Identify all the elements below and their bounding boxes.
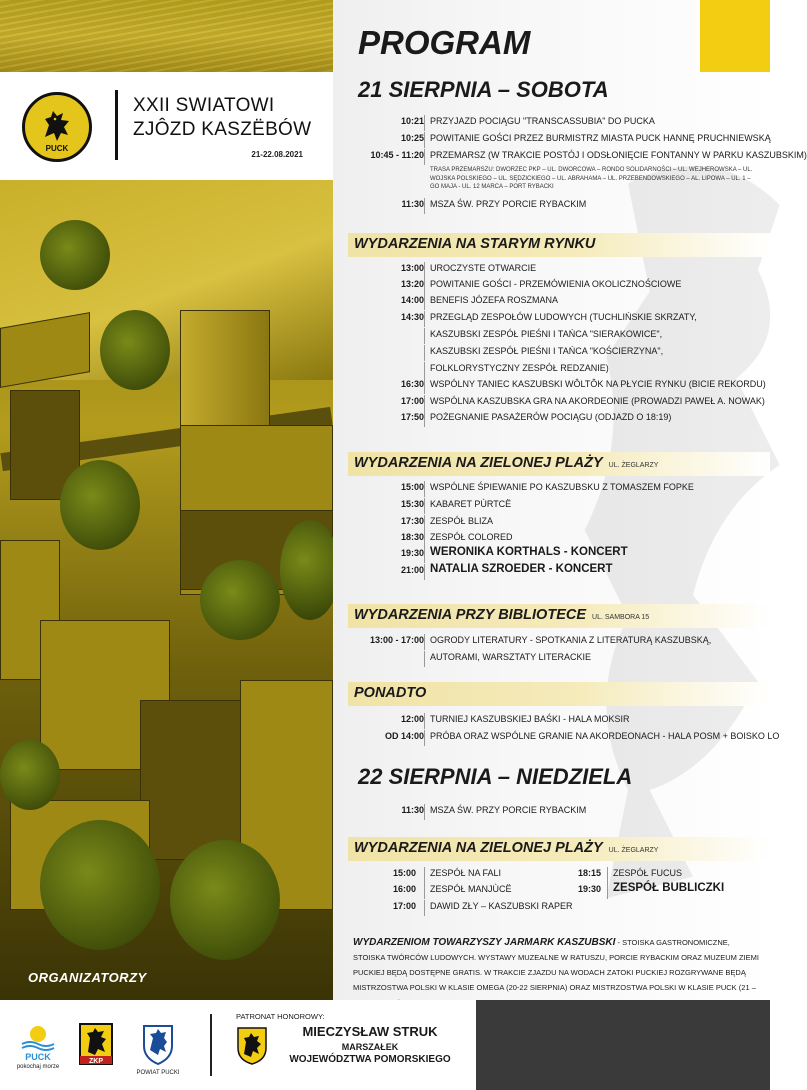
event-row — [333, 412, 770, 427]
time-separator — [424, 198, 425, 214]
section-subtitle: UL. SAMBORA 15 — [592, 614, 650, 621]
event-row — [333, 312, 770, 327]
event-desc: KABARET PÙRTCË — [430, 499, 512, 509]
footer — [0, 1000, 770, 1090]
time-separator — [424, 411, 425, 427]
closing-text: - STOISKA GASTRONOMICZNE, STOISKA TWÓRCÓW LUDOWYCH. WYSTAWY MUZEALNE W RATUSZU, PORCIE RYBACKIM ORAZ MUZEUM ZIEMI PUCKIEJ BĘDĄ DOSTĘPNE GRATIS. W TRAKCIE ZJAZDU NA WODACH ZATOKI PUCKIEJ ROZGRYWANE BĘDĄ MISTRZOSTWA POLSKI W KLASIE OMEGA (20-22 SIERPNIA) ORAZ MISTRZOSTWA POLSKI W KLASIE PUCK (21 – — [353, 938, 759, 992]
event-row — [333, 901, 573, 916]
time-separator — [424, 651, 425, 667]
event-time: OD 14:00 — [384, 731, 424, 741]
section-title: WYDARZENIA NA STARYM RYNKU — [354, 236, 596, 252]
event-time: 21:00 — [400, 565, 424, 575]
time-separator — [424, 115, 425, 131]
time-separator — [424, 328, 425, 344]
aerial-town-photo — [0, 180, 333, 1000]
time-separator — [424, 547, 425, 563]
left-column — [0, 0, 333, 1000]
event-row — [333, 805, 770, 820]
event-desc: POWITANIE GOŚCI - PRZEMÓWIENIA OKOLICZNOŚCIOWE — [430, 279, 682, 289]
puck-city-logo — [20, 1022, 56, 1068]
church-tower — [180, 310, 270, 430]
day1-heading: 21 SIERPNIA – SOBOTA — [358, 77, 609, 102]
event-title-box — [0, 72, 333, 180]
time-separator — [424, 395, 425, 411]
event-desc: FOLKLORYSTYCZNY ZESPÓŁ REDZANIE) — [430, 363, 609, 373]
patronat-label: PATRONAT HONOROWY: — [236, 1012, 325, 1021]
logo1-text: PUCK — [25, 1052, 51, 1062]
puck-logo — [22, 92, 92, 162]
event-row — [573, 884, 770, 899]
event-desc: OGRODY LITERATURY - SPOTKANIA Z LITERATURĄ KASZUBSKĄ, — [430, 635, 712, 645]
event-row — [333, 714, 770, 729]
time-separator — [424, 867, 425, 883]
section-subtitle: UL. ŻEGLARZY — [608, 462, 659, 469]
logo2-text: ZKP — [89, 1058, 103, 1065]
section-zielona-plaza-day2 — [348, 837, 770, 861]
tree — [100, 310, 170, 390]
day2-heading: 22 SIERPNIA – NIEDZIELA — [358, 764, 633, 789]
event-row — [333, 346, 770, 361]
time-separator — [424, 515, 425, 531]
event-row — [333, 532, 770, 547]
event-time: 17:00 — [400, 396, 424, 406]
time-separator — [424, 564, 425, 580]
event-desc: TURNIEJ KASZUBSKIEJ BAŚKI - HALA MOKSIR — [430, 714, 630, 724]
section-subtitle: UL. ŻEGLARZY — [608, 847, 659, 854]
event-row — [333, 150, 807, 165]
event-desc: WERONIKA KORTHALS - KONCERT — [430, 546, 628, 558]
event-title-line1: XXII SWIATOWI — [133, 95, 275, 116]
griffin-icon — [37, 107, 77, 147]
time-separator — [424, 900, 425, 916]
event-time: 17:50 — [400, 412, 424, 422]
event-time: 11:30 — [401, 805, 424, 815]
event-desc: PRZEGLĄD ZESPOŁÓW LUDOWYCH (TUCHLIŃSKIE SKRZATY, — [430, 312, 697, 322]
tree — [200, 560, 280, 640]
patron-role: MARSZAŁEK — [341, 1042, 399, 1052]
event-row — [333, 652, 770, 667]
event-desc: BENEFIS JÓZEFA ROSZMANA — [430, 295, 559, 305]
section-title — [354, 455, 658, 471]
event-row — [573, 868, 770, 883]
patron-region: WOJEWÓDZTWA POMORSKIEGO — [289, 1054, 451, 1065]
logo-text: PUCK — [45, 144, 69, 153]
time-separator — [424, 481, 425, 497]
tree — [280, 520, 340, 620]
event-desc: PRÓBA ORAZ WSPÓLNE GRANIE NA AKORDEONACH - HALA POSM + BOISKO LO — [430, 731, 780, 741]
time-separator — [424, 294, 425, 310]
event-desc: ZESPÓŁ BLIZA — [430, 516, 494, 526]
event-time: 17:30 — [400, 516, 424, 526]
section-title: PONADTO — [354, 685, 427, 701]
event-desc: PRZYJAZD POCIĄGU "TRANSCASSUBIA" DO PUCKA — [430, 116, 655, 126]
event-desc: WSPÓLNA KASZUBSKA GRA NA AKORDEONIE (PROWADZI PAWEŁ A. NOWAK) — [430, 396, 765, 406]
time-separator — [424, 634, 425, 650]
event-row — [333, 516, 770, 531]
event-desc: UROCZYSTE OTWARCIE — [430, 263, 537, 273]
time-separator — [424, 262, 425, 278]
time-separator — [424, 730, 425, 746]
event-desc: KASZUBSKI ZESPÓŁ PIEŚNI I TAŃCA "SIERAKOWICE", — [430, 329, 663, 339]
program-column — [333, 0, 807, 1000]
event-desc: ZESPÓŁ NA FALI — [430, 868, 502, 878]
event-desc: POWITANIE GOŚCI PRZEZ BURMISTRZ MIASTA PUCK HANNĘ PRUCHNIEWSKĄ — [430, 133, 771, 143]
event-desc: DAWID ZŁY – KASZUBSKI RAPER — [430, 901, 573, 911]
closing-note — [353, 935, 763, 1010]
logo1-subtitle: pokochaj morze — [16, 1064, 60, 1070]
event-row — [333, 363, 770, 378]
time-separator — [424, 362, 425, 378]
time-separator — [424, 149, 425, 165]
event-desc: ZESPÓŁ FUCUS — [613, 868, 683, 878]
event-row — [333, 482, 770, 497]
footer-divider — [210, 1014, 212, 1076]
time-separator — [424, 345, 425, 361]
event-time: 15:00 — [400, 482, 424, 492]
event-time: 11:30 — [401, 199, 424, 209]
time-separator — [607, 867, 608, 883]
program-title: PROGRAM — [358, 24, 531, 61]
tree — [60, 460, 140, 550]
event-row — [333, 499, 770, 514]
event-desc: AUTORAMI, WARSZTATY LITERACKIE — [430, 652, 592, 662]
event-desc: WSPÓLNE ŚPIEWANIE PO KASZUBSKU Z TOMASZEM FOPKE — [430, 482, 694, 492]
section-stary-rynek — [348, 233, 770, 257]
tree — [40, 220, 110, 290]
event-time: 16:00 — [393, 884, 417, 894]
event-time: 15:30 — [400, 499, 424, 509]
event-row — [333, 884, 573, 899]
water-photo-strip — [0, 0, 333, 72]
event-time: 13:00 — [400, 263, 424, 273]
event-time: 10:21 — [400, 116, 424, 126]
event-title — [133, 94, 311, 142]
section-title-text: WYDARZENIA NA ZIELONEJ PLAŻY — [354, 455, 603, 471]
event-row — [333, 279, 770, 294]
event-desc: ZESPÓŁ COLORED — [430, 532, 513, 542]
closing-lead: WYDARZENIOM TOWARZYSZY JARMARK KASZUBSKI — [353, 937, 616, 948]
yellow-corner-block — [700, 0, 770, 72]
route-note: TRASA PRZEMARSZU: DWORZEC PKP – UL. DWORCOWA – RONDO SOLIDARNOŚCI – UL. WEJHEROWSKA – UL. WOJSKA POLSKIEGO – UL. SĘDZICKIEGO – UL. ABRAHAMA – UL. PRZEBENDOWSKIEGO – AL. LIPOWA – UL. 1 – GO MAJA - UL. 12 MARCA – PORT RYBACKI — [430, 167, 753, 190]
event-desc: ZESPÓŁ MANJÙCË — [430, 884, 512, 894]
event-time: 19:30 — [578, 884, 602, 894]
section-zielona-plaza — [348, 452, 770, 476]
event-time: 14:00 — [400, 295, 424, 305]
section-biblioteka — [348, 604, 770, 628]
logo3-subtitle: POWIAT PUCKI — [136, 1070, 180, 1076]
event-row — [333, 565, 770, 580]
pomorskie-crest-icon — [236, 1026, 268, 1066]
event-desc: MSZA ŚW. PRZY PORCIE RYBACKIM — [430, 199, 587, 209]
organizers-label: ORGANIZATORZY — [28, 970, 147, 985]
time-separator — [424, 531, 425, 547]
event-time: 15:00 — [393, 868, 417, 878]
event-row — [333, 295, 770, 310]
title-divider — [115, 90, 118, 160]
event-desc: POŻEGNANIE PASAŻERÓW POCIĄGU (ODJAZD O 18:19) — [430, 412, 672, 422]
event-desc: KASZUBSKI ZESPÓŁ PIEŚNI I TAŃCA "KOŚCIERZYNA", — [430, 346, 664, 356]
event-row — [333, 868, 573, 883]
time-separator — [424, 278, 425, 294]
time-separator — [424, 311, 425, 327]
event-desc: NATALIA SZROEDER - KONCERT — [430, 563, 613, 575]
tree — [170, 840, 280, 960]
event-row — [333, 731, 780, 746]
section-title — [354, 840, 658, 856]
time-separator — [424, 498, 425, 514]
tree — [0, 740, 60, 810]
section-title-text: WYDARZENIA NA ZIELONEJ PLAŻY — [354, 840, 603, 856]
event-time: 14:30 — [400, 312, 424, 322]
event-time: 19:30 — [400, 548, 424, 558]
event-row — [333, 133, 770, 148]
event-desc: WSPÓLNY TANIEC KASZUBSKI WÔLTÔK NA PŁYCIE RYNKU (BICIE REKORDU) — [430, 379, 766, 389]
section-ponadto — [348, 682, 770, 706]
time-separator — [424, 132, 425, 148]
powiat-pucki-logo — [140, 1022, 176, 1068]
event-time: 17:00 — [393, 901, 417, 911]
event-time: 10:25 — [400, 133, 424, 143]
event-time: 12:00 — [400, 714, 424, 724]
time-separator — [424, 883, 425, 899]
event-time: 16:30 — [400, 379, 424, 389]
event-time: 13:00 - 17:00 — [369, 635, 424, 645]
event-row — [333, 263, 770, 278]
event-dates: 21-22.08.2021 — [251, 150, 303, 159]
section-title-text: WYDARZENIA PRZY BIBLIOTECE — [354, 607, 587, 623]
event-desc: PRZEMARSZ (W TRAKCIE POSTÓJ I ODSŁONIĘCIE FONTANNY W PARKU KASZUBSKIM) — [430, 150, 807, 160]
event-row — [333, 396, 770, 411]
event-desc: MSZA ŚW. PRZY PORCIE RYBACKIM — [430, 805, 587, 815]
event-time: 13:20 — [400, 279, 424, 289]
time-separator — [424, 378, 425, 394]
event-row — [333, 635, 770, 650]
event-row — [333, 329, 770, 344]
event-row — [333, 548, 770, 563]
event-row — [333, 116, 770, 131]
tree — [40, 820, 160, 950]
time-separator — [607, 883, 608, 899]
event-desc: ZESPÓŁ BUBLICZKI — [613, 882, 725, 894]
footer-dark-block — [476, 1000, 770, 1090]
zkp-logo — [78, 1022, 114, 1068]
time-separator — [424, 804, 425, 820]
event-title-line2: ZJÔZD KASZËBÓW — [133, 119, 312, 140]
patron-name: MIECZYSŁAW STRUK — [302, 1024, 438, 1039]
event-time: 18:30 — [400, 532, 424, 542]
event-row — [333, 199, 770, 214]
event-time: 10:45 - 11:20 — [370, 150, 424, 160]
time-separator — [424, 713, 425, 729]
section-title — [354, 607, 649, 623]
event-row — [333, 379, 770, 394]
event-time: 18:15 — [578, 868, 602, 878]
